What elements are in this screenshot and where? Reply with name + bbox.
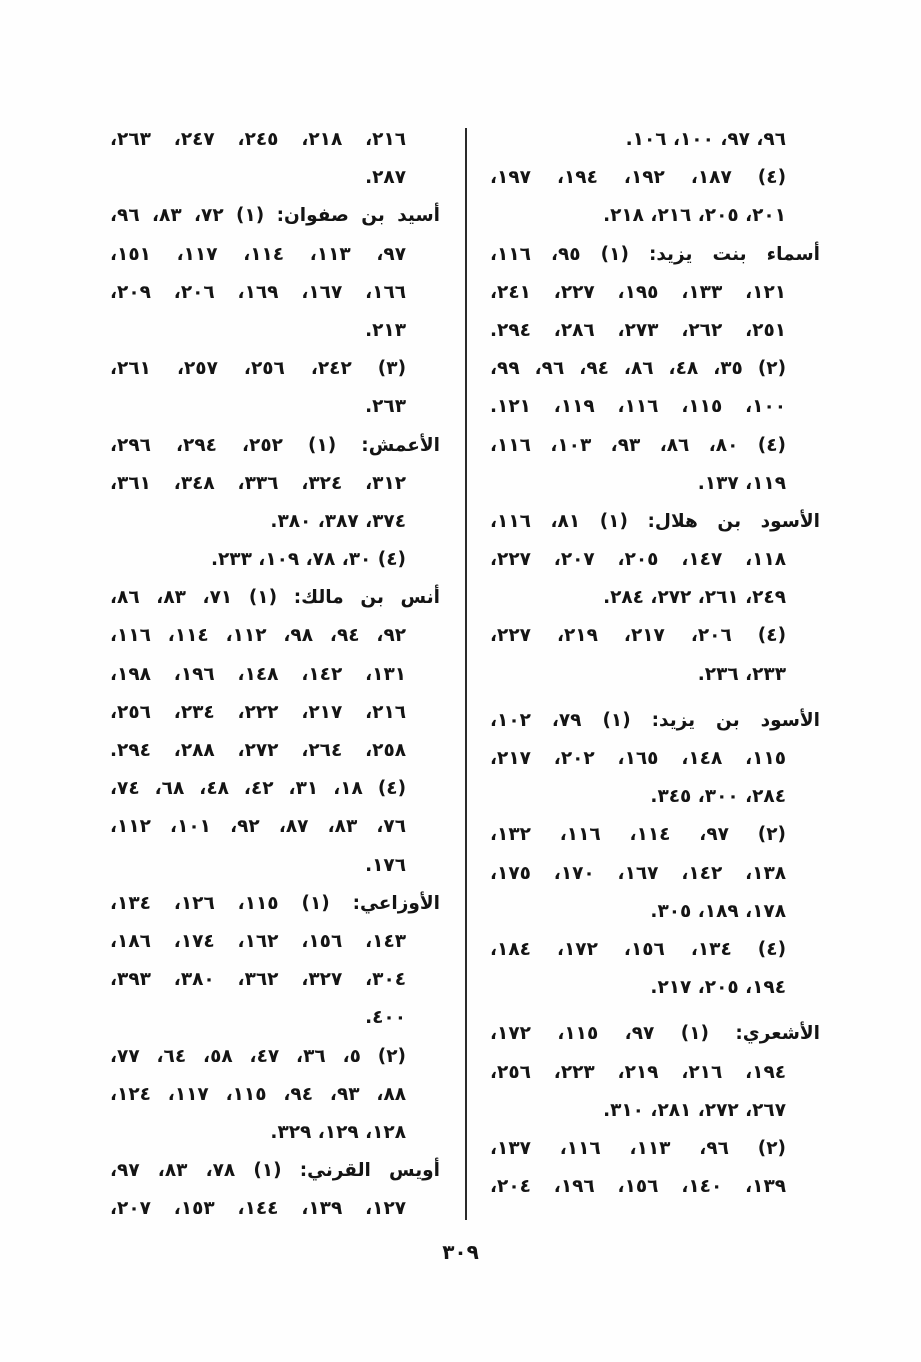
index-entry-heading: أسماء بنت يزيد: (١) ٩٥، ١١٦،	[490, 243, 821, 265]
index-line: (٢) ٩٦، ١١٣، ١١٦، ١٣٧،	[490, 1137, 787, 1159]
index-line: ٢١٣.	[365, 319, 406, 341]
left-column	[110, 121, 440, 1228]
index-entry-heading: الأوزاعي: (١) ١١٥، ١٢٦، ١٣٤،	[110, 892, 440, 914]
index-line: (٤) ٢٠٦، ٢١٧، ٢١٩، ٢٢٧،	[490, 625, 787, 647]
index-line: (٣) ٢٤٢، ٢٥٦، ٢٥٧، ٢٦١،	[110, 358, 407, 380]
index-line: ١٩٤، ٢١٦، ٢١٩، ٢٢٣، ٢٥٦،	[490, 1061, 787, 1083]
index-line: ٢٥٨، ٢٦٤، ٢٧٢، ٢٨٨، ٢٩٤.	[110, 740, 407, 761]
index-entry-heading: أويس القرني: (١) ٧٨، ٨٣، ٩٧،	[110, 1160, 440, 1182]
index-line: ٢٦٧، ٢٧٢، ٢٨١، ٣١٠.	[603, 1099, 786, 1121]
index-line: ٢٨٤، ٣٠٠، ٣٤٥.	[650, 786, 786, 808]
index-line: (٢) ٥، ٣٦، ٤٧، ٥٨، ٦٤، ٧٧،	[110, 1045, 407, 1067]
index-entry-heading: الأسود بن يزيد: (١) ٧٩، ١٠٢،	[490, 709, 821, 731]
index-entry-heading: أسيد بن صفوان: (١) ٧٢، ٨٣، ٩٦،	[110, 205, 441, 227]
index-line: (٤) ١٨، ٣١، ٤٢، ٤٨، ٦٨، ٧٤،	[110, 778, 407, 800]
index-line: ٢٤٩، ٢٦١، ٢٧٢، ٢٨٤.	[603, 587, 786, 609]
index-line: ٩٧، ١١٣، ١١٤، ١١٧، ١٥١،	[110, 243, 406, 265]
index-line: (٤) ١٨٧، ١٩٢، ١٩٤، ١٩٧،	[490, 167, 787, 189]
index-line: ١٩٤، ٢٠٥، ٢١٧.	[650, 977, 786, 999]
index-line: ٢١٦، ٢١٨، ٢٤٥، ٢٤٧، ٢٦٣،	[110, 129, 407, 150]
index-line: ٣٧٤، ٣٨٧، ٣٨٠.	[270, 510, 406, 532]
index-line: ٢٥١، ٢٦٢، ٢٧٣، ٢٨٦، ٢٩٤.	[490, 319, 787, 341]
index-line: ١٢٨، ١٢٩، ٣٢٩.	[270, 1121, 406, 1143]
index-line: (٢) ٣٥، ٤٨، ٨٦، ٩٤، ٩٦، ٩٩،	[490, 358, 787, 380]
index-line: ١١٥، ١٤٨، ١٦٥، ٢٠٢، ٢١٧،	[490, 748, 787, 769]
index-line: ٢٠١، ٢٠٥، ٢١٦، ٢١٨.	[603, 205, 786, 227]
index-line: ١١٩، ١٣٧.	[697, 472, 786, 494]
index-entry-heading: الأسود بن هلال: (١) ٨١، ١١٦،	[490, 510, 820, 532]
index-line: (٤) ٣٠، ٧٨، ١٠٩، ٢٣٣.	[210, 549, 406, 571]
index-line: ٤٠٠.	[365, 1007, 406, 1029]
index-entry-heading: أنس بن مالك: (١) ٧١، ٨٣، ٨٦،	[110, 587, 441, 609]
index-line: ١٠٠، ١١٥، ١١٦، ١١٩، ١٢١.	[490, 396, 787, 418]
index-line: ٢٦٣.	[365, 396, 406, 418]
index-line: ١٣٩، ١٤٠، ١٥٦، ١٩٦، ٢٠٤،	[490, 1176, 787, 1198]
index-line: ١٧٨، ١٨٩، ٣٠٥.	[650, 900, 786, 922]
index-line: ١٣٨، ١٤٢، ١٦٧، ١٧٠، ١٧٥،	[490, 862, 787, 884]
page-number: ٣٠٩	[442, 1240, 479, 1264]
index-line: ٢٨٧.	[365, 167, 406, 189]
index-entry-heading: الأعمش: (١) ٢٥٢، ٢٩٤، ٢٩٦،	[110, 434, 441, 456]
index-line: ١٢١، ١٣٣، ١٩٥، ٢٢٧، ٢٤١،	[490, 281, 787, 303]
index-line: ٢١٦، ٢١٧، ٢٢٢، ٢٣٤، ٢٥٦،	[110, 701, 407, 723]
index-line: ١١٨، ١٤٧، ٢٠٥، ٢٠٧، ٢٢٧،	[490, 549, 787, 571]
index-line: ٧٦، ٨٣، ٨٧، ٩٢، ١٠١، ١١٢،	[110, 816, 407, 838]
index-line: ٢٣٣، ٢٣٦.	[697, 663, 786, 685]
index-line: (٢) ٩٧، ١١٤، ١١٦، ١٣٢،	[490, 824, 787, 846]
column-divider	[465, 128, 467, 1220]
index-line: ١٤٣، ١٥٦، ١٦٢، ١٧٤، ١٨٦،	[110, 930, 407, 952]
index-line: ١٣١، ١٤٢، ١٤٨، ١٩٦، ١٩٨،	[110, 663, 407, 685]
index-line: ١٦٦، ١٦٧، ١٦٩، ٢٠٦، ٢٠٩،	[110, 281, 407, 303]
index-line: ١٧٦.	[365, 854, 406, 876]
index-line: ١٢٧، ١٣٩، ١٤٤، ١٥٣، ٢٠٧،	[110, 1198, 407, 1220]
index-line: ٨٨، ٩٣، ٩٤، ١١٥، ١١٧، ١٢٤،	[110, 1083, 407, 1105]
index-line: ٣١٢، ٣٢٤، ٣٣٦، ٣٤٨، ٣٦١،	[110, 472, 407, 494]
index-line: (٤) ١٣٤، ١٥٦، ١٧٢، ١٨٤،	[490, 938, 787, 960]
index-line: ٣٠٤، ٣٢٧، ٣٦٢، ٣٨٠، ٣٩٣،	[110, 969, 407, 991]
right-column	[490, 121, 820, 1206]
index-line: ٩٢، ٩٤، ٩٨، ١١٢، ١١٤، ١١٦،	[110, 625, 407, 647]
index-line: ٩٦، ٩٧، ١٠٠، ١٠٦.	[625, 129, 786, 150]
index-line: (٤) ٨٠، ٨٦، ٩٣، ١٠٣، ١١٦،	[490, 434, 787, 456]
index-entry-heading: الأشعري: (١) ٩٧، ١١٥، ١٧٢،	[490, 1023, 821, 1045]
